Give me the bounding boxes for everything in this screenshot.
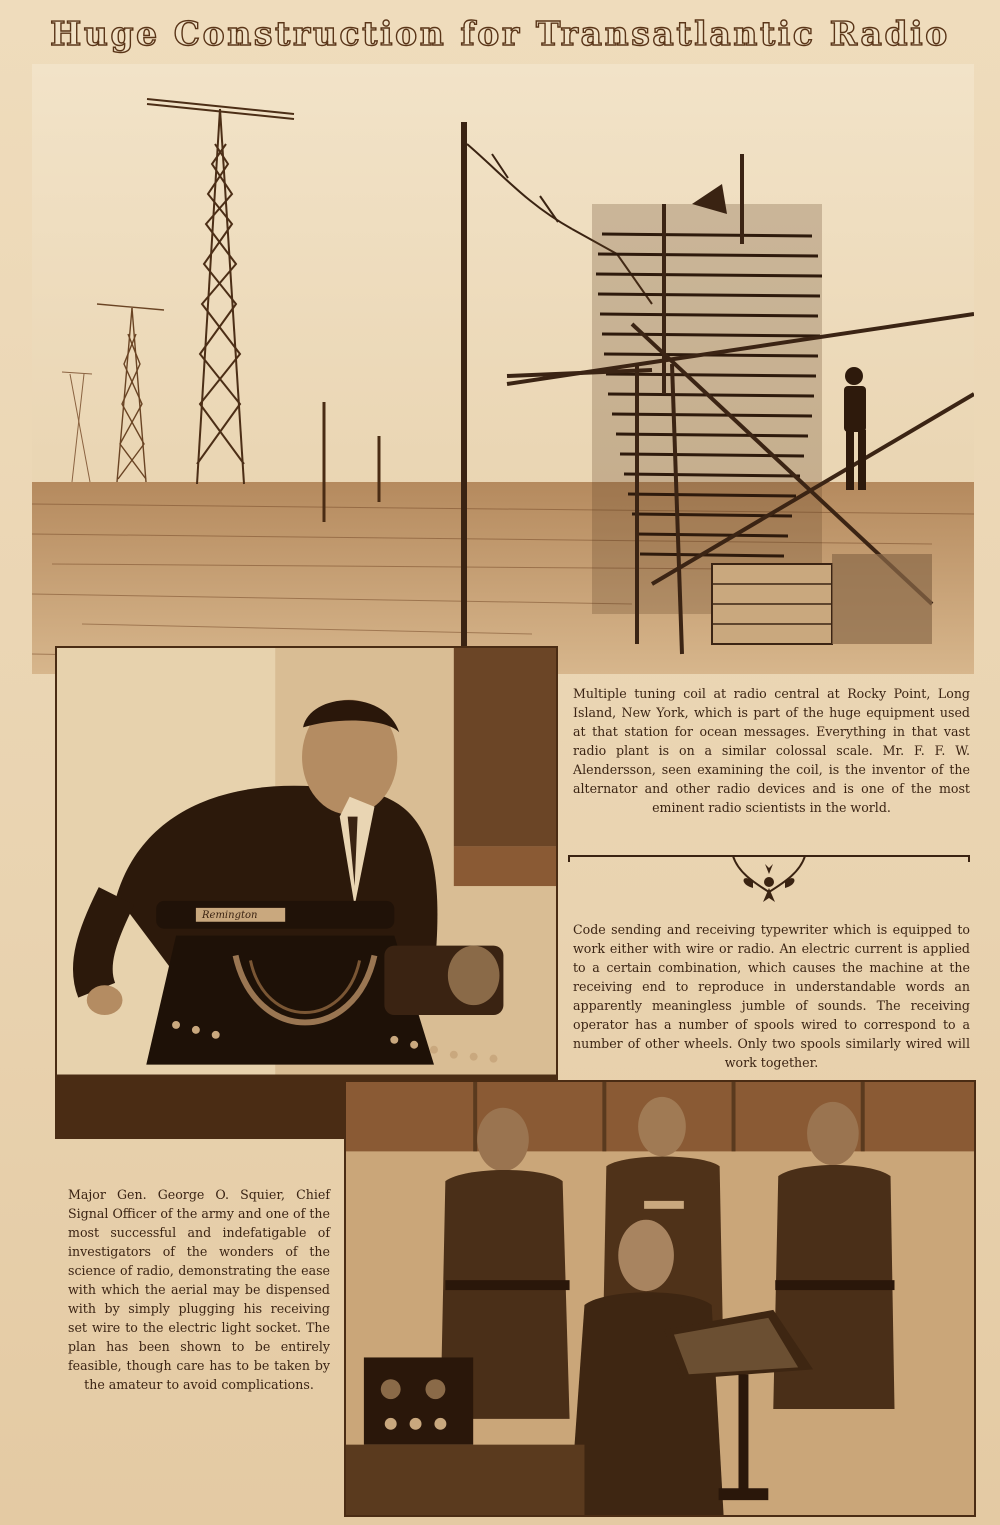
typewriter-brand: Remington bbox=[202, 910, 258, 921]
caption-typewriter: Code sending and receiving typewriter which is equipped to work either with wire or radio. An electric current is applied to a certain combination, which causes the machine at the receiving end to reproduce in understandable words an apparently meaningless jumble of sounds. The receiving operator has a number of spools wired to correspond to a number of other wheels. Only two spools similarly wired will work together. bbox=[573, 922, 970, 1070]
decorative-ornament bbox=[563, 852, 975, 912]
caption-squier: Major Gen. George O. Squier, Chief Signal Officer of the army and one of the most successful and indefatigable of investigators of the wonders of the science of radio, demonstrating the ease with which the aerial may be dispensed with by simply plugging his receiving set wire to the electric light socket. The plan has been shown to be entirely feasible, though care has to be taken by the amateur to avoid complications. bbox=[68, 1187, 330, 1392]
photo-signal-officers bbox=[344, 1080, 976, 1517]
caption-rocky-point: Multiple tuning coil at radio central at Rocky Point, Long Island, New York, which is part of the huge equipment used at that station for ocean messages. Everything in that vast radio plant is on a similar colossal scale. Mr. F. F. W. Alendersson, seen examining the coil, is the inventor of the alternator and other radio devices and is one of the most eminent radio scientists in the world. bbox=[573, 686, 970, 815]
photo-typewriter bbox=[55, 646, 558, 1139]
photo-rocky-point-tuning-coil bbox=[32, 64, 974, 674]
page-title: Huge Construction for Transatlantic Radio bbox=[50, 14, 950, 53]
